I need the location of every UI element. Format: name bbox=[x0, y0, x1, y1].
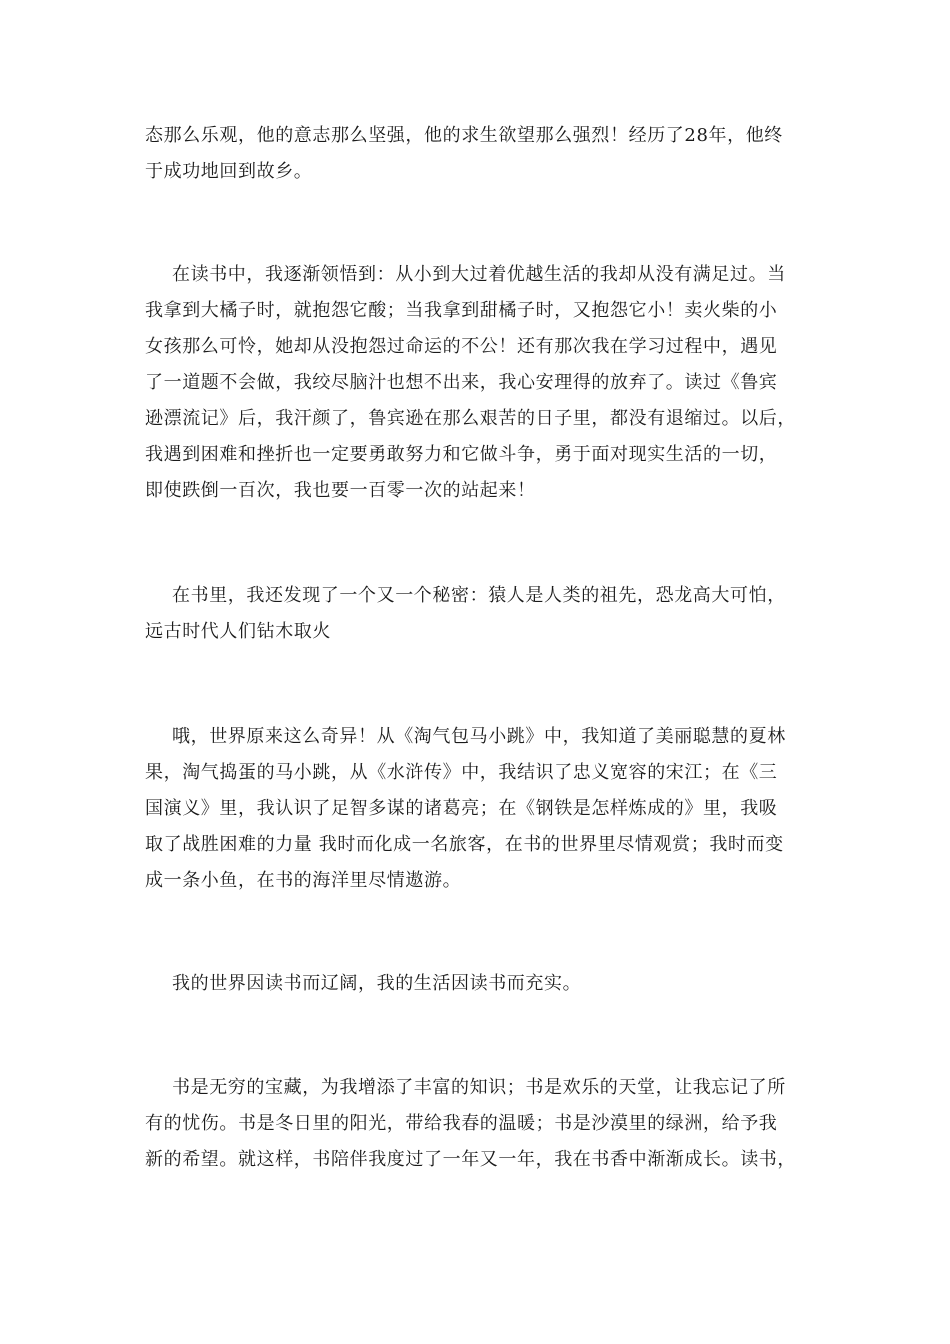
paragraph-line: 我的世界因读书而辽阔，我的生活因读书而充实。 bbox=[172, 973, 582, 994]
paragraph-line: 女孩那么可怜，她却从没抱怨过命运的不公！还有那次我在学习过程中，遇见 bbox=[145, 336, 778, 357]
paragraph-line: 成一条小鱼，在书的海洋里尽情遨游。 bbox=[145, 870, 462, 891]
paragraph-line: 取了战胜困难的力量 我时而化成一名旅客，在书的世界里尽情观赏；我时而变 bbox=[145, 834, 784, 855]
paragraph-line: 于成功地回到故乡。 bbox=[145, 161, 313, 182]
paragraph-line: 国演义》里，我认识了足智多谋的诸葛亮；在《钢铁是怎样炼成的》里，我吸 bbox=[145, 798, 778, 819]
paragraph-line: 远古时代人们钻木取火 bbox=[145, 621, 331, 642]
paragraph-line: 书是无穷的宝藏，为我增添了丰富的知识；书是欢乐的天堂，让我忘记了所 bbox=[172, 1077, 786, 1098]
paragraph-line: 果，淘气捣蛋的马小跳，从《水浒传》中，我结识了忠义宽容的宋江；在《三 bbox=[145, 762, 778, 783]
paragraph-line: 在读书中，我逐渐领悟到：从小到大过着优越生活的我却从没有满足过。当 bbox=[172, 264, 786, 285]
paragraph-line: 新的希望。就这样，书陪伴我度过了一年又一年，我在书香中渐渐成长。读书， bbox=[145, 1149, 796, 1170]
paragraph-line: 我拿到大橘子时，就抱怨它酸；当我拿到甜橘子时，又抱怨它小！卖火柴的小 bbox=[145, 300, 778, 321]
paragraph-line: 哦，世界原来这么奇异！从《淘气包马小跳》中，我知道了美丽聪慧的夏林 bbox=[172, 726, 786, 747]
paragraph-line: 有的忧伤。书是冬日里的阳光，带给我春的温暖；书是沙漠里的绿洲，给予我 bbox=[145, 1113, 778, 1134]
paragraph-line: 逊漂流记》后，我汗颜了，鲁宾逊在那么艰苦的日子里，都没有退缩过。以后， bbox=[145, 408, 796, 429]
paragraph-line: 态那么乐观，他的意志那么坚强，他的求生欲望那么强烈！经历了28年，他终 bbox=[145, 125, 783, 146]
paragraph-line: 了一道题不会做，我绞尽脑汁也想不出来，我心安理得的放弃了。读过《鲁宾 bbox=[145, 372, 778, 393]
paragraph-line: 即使跌倒一百次，我也要一百零一次的站起来！ bbox=[145, 480, 536, 501]
paragraph-line: 我遇到困难和挫折也一定要勇敢努力和它做斗争，勇于面对现实生活的一切， bbox=[145, 444, 778, 465]
paragraph-line: 在书里，我还发现了一个又一个秘密：猿人是人类的祖先，恐龙高大可怕， bbox=[172, 585, 786, 606]
